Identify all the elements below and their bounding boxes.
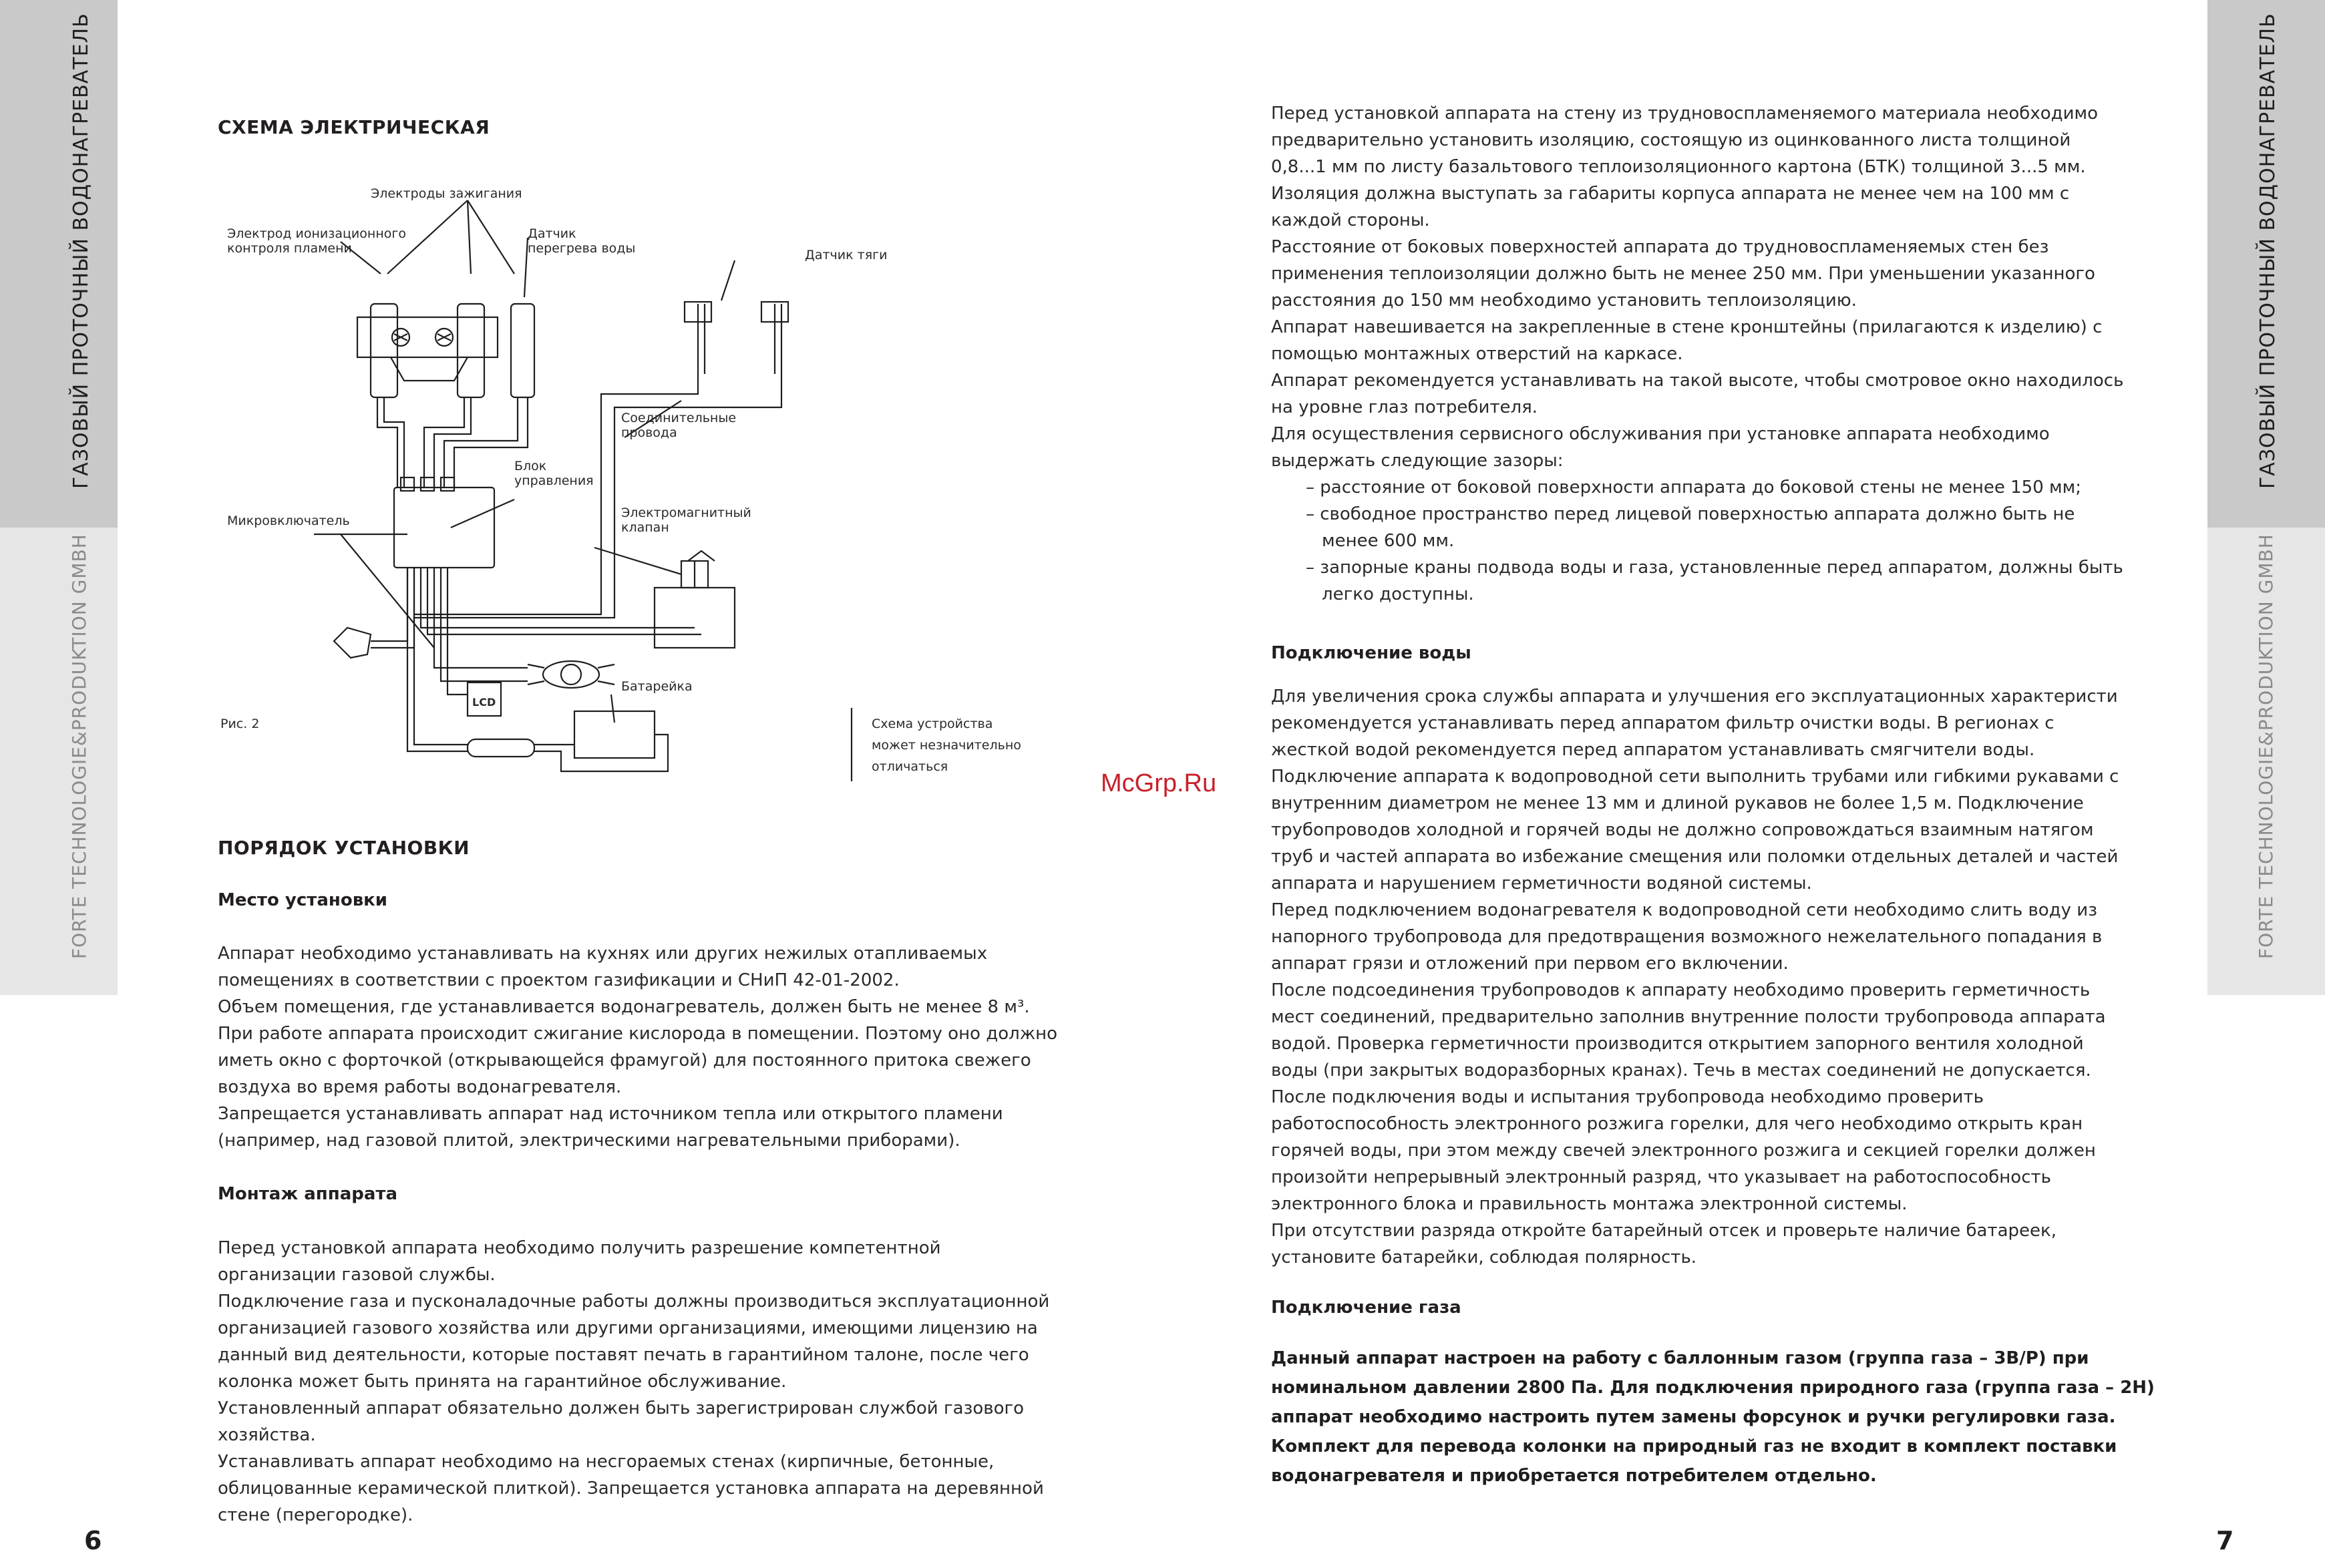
schema-note-3: отличаться bbox=[872, 759, 948, 774]
side-tab-left-dark bbox=[0, 0, 118, 528]
place-title: Место установки bbox=[218, 890, 388, 910]
label-ionization-1: Электрод ионизационного bbox=[227, 226, 406, 241]
electrical-schematic bbox=[214, 174, 1082, 801]
schema-note-1: Схема устройства bbox=[872, 717, 993, 731]
place-text: Аппарат необходимо устанавливать на кухнях или других нежилых отапливаемых помещениях в соответствии с проектом газификации и СНиП 42-01-2002. Объем помещения, где устанавливается водонагреватель, должен быть не менее 8 м³. При работе аппарата происходит сжигание кислорода в помещении. Поэтому оно должно иметь окно с форточкой (открывающейся фрамугой) для постоянного притока свежего воздуха во время работы водонагревателя. Запрещается устанавливать аппарат над источником тепла или открытого пламени (например, над газовой плитой, электрическими нагревательными приборами). bbox=[218, 944, 1058, 1151]
label-wires-2: провода bbox=[621, 425, 677, 440]
label-lcd: LCD bbox=[472, 696, 496, 709]
water-text: Для увеличения срока службы аппарата и улучшения его эксплуатационных характеристи рекомендуется устанавливать перед аппаратом фильтр очистки воды. В регионах с жесткой водой рекомендуется перед аппаратом устанавливать смягчители воды. Подключение аппарата к водопроводной сети выполнить трубами или гибкими рукавами с внутренним диаметром не менее 13 мм и длиной рукавов не более 1,5 м. Подключение трубопроводов холодной и горячей воды не должно сопровождаться взаимным натягом труб и частей аппарата во избежание смещения или поломки отдельных деталей и частей аппарата и нарушением герметичности водяной системы. Перед подключением водонагревателя к водопроводной сети необходимо слить воду из напорного трубопровода для предотвращения возможного нежелательного попадания в аппарат грязи и отложений при первом его включении. После подсоединения трубопроводов к аппарату необходимо проверить герметичность мест соединений, предварительно заполнив внутренние полости трубопровода аппарата водой. Проверка герметичности производится открытием запорного вентиля холодной воды (при закрытых водоразборных кранах). Течь в местах соединений не допускается. После подключения воды и испытания трубопровода необходимо проверить работоспособность электронного розжига горелки, для чего необходимо открыть кран горячей воды, при этом между свечей электронного розжига и секцией горелки должен произойти непрерывный электронный разряд, что указывает на работоспособность электронного блока и правильность монтажа электронной системы. При отсутствии разряда откройте батарейный отсек и проверьте наличие батареек, установите батарейки, соблюдая полярность. bbox=[1271, 687, 2119, 1267]
side-title-right: ГАЗОВЫЙ ПРОТОЧНЫЙ ВОДОНАГРЕВАТЕЛЬ bbox=[2256, 13, 2280, 489]
side-brand-right: FORTE TECHNOLOGIE&PRODUKTION GMBH bbox=[2255, 534, 2277, 959]
page-number-left: 6 bbox=[84, 1526, 102, 1555]
mount-text: Перед установкой аппарата необходимо получить разрешение компетентной организации газовой службы. Подключение газа и пусконаладочные работы должны производиться эксплуатационной организацией газового хозяйства или другими организациями, имеющими лицензию на данный вид деятельности, которые поставят печать в гарантийном талоне, после чего колонка может быть принята на гарантийное обслуживание. Установленный аппарат обязательно должен быть зарегистрирован службой газового хозяйства. Устанавливать аппарат необходимо на несгораемых стенах (кирпичные, бетонные, облицованные керамической плиткой). Запрещается установка аппарата на деревянной стене (перегородке). bbox=[218, 1238, 1050, 1525]
schema-fig-label: Рис. 2 bbox=[220, 717, 260, 731]
schema-title: СХЕМА ЭЛЕКТРИЧЕСКАЯ bbox=[218, 116, 490, 138]
schema-note-2: может незначительно bbox=[872, 738, 1021, 753]
clearances-list: – расстояние от боковой поверхности аппарата до боковой стены не менее 150 мм; – свободное пространство перед лицевой поверхностью аппарата должно быть не менее 600 мм. – запорные краны подвода воды и газа, установленные перед аппаратом, должны быть легко доступны. bbox=[1306, 477, 2123, 604]
side-brand-left: FORTE TECHNOLOGIE&PRODUKTION GMBH bbox=[68, 534, 90, 959]
label-valve-1: Электромагнитный bbox=[621, 506, 751, 520]
water-title: Подключение воды bbox=[1271, 643, 1471, 663]
label-control-2: управления bbox=[514, 473, 594, 488]
label-battery: Батарейка bbox=[621, 679, 693, 694]
side-tab-left-light bbox=[0, 528, 118, 995]
label-ionization-2: контроля пламени bbox=[227, 241, 352, 256]
gas-text: Данный аппарат настроен на работу с баллонным газом (группа газа – 3В/Р) при номинальном давлении 2800 Па. Для подключения природного газа (группа газа – 2Н) аппарат необходимо настроить путем замены форсунок и ручки регулировки газа. Комплект для перевода колонки на природный газ не входит в комплект поставки водонагревателя и приобретается потребителем отдельно. bbox=[1271, 1348, 2155, 1486]
label-overheat-1: Датчик bbox=[528, 226, 576, 241]
intro-text: Перед установкой аппарата на стену из трудновоспламеняемого материала необходимо предварительно установить изоляцию, состоящую из оцинкованного листа толщиной 0,8...1 мм по листу базальтового теплоизоляционного картона (БТК) толщиной 3...5 мм. Изоляция должна выступать за габариты корпуса аппарата не менее чем на 100 мм с каждой стороны. Расстояние от боковых поверхностей аппарата до трудновоспламеняемых стен без применения теплоизоляции должно быть не менее 250 мм. При уменьшении указанного расстояния до 150 мм необходимо установить теплоизоляцию. Аппарат навешивается на закрепленные в стене кронштейны (прилагаются к изделию) с помощью монтажных отверстий на каркасе. Аппарат рекомендуется устанавливать на такой высоте, чтобы смотровое окно находилось на уровне глаз потребителя. Для осуществления сервисного обслуживания при установке аппарата необходимо выдержать следующие зазоры: bbox=[1271, 104, 2124, 471]
label-microswitch: Микровключатель bbox=[227, 514, 350, 528]
label-control-1: Блок bbox=[514, 459, 547, 473]
label-ignition-electrodes: Электроды зажигания bbox=[371, 186, 522, 201]
side-title-left: ГАЗОВЫЙ ПРОТОЧНЫЙ ВОДОНАГРЕВАТЕЛЬ bbox=[69, 13, 93, 489]
watermark: McGrp.Ru bbox=[1101, 769, 1217, 797]
label-wires-1: Соединительные bbox=[621, 411, 737, 425]
mount-title: Монтаж аппарата bbox=[218, 1184, 398, 1204]
page-number-right: 7 bbox=[2216, 1526, 2234, 1555]
label-overheat-2: перегрева воды bbox=[528, 241, 636, 256]
install-title: ПОРЯДОК УСТАНОВКИ bbox=[218, 837, 470, 859]
label-draft-sensor: Датчик тяги bbox=[805, 248, 888, 262]
label-valve-2: клапан bbox=[621, 520, 669, 535]
gas-title: Подключение газа bbox=[1271, 1298, 1461, 1318]
